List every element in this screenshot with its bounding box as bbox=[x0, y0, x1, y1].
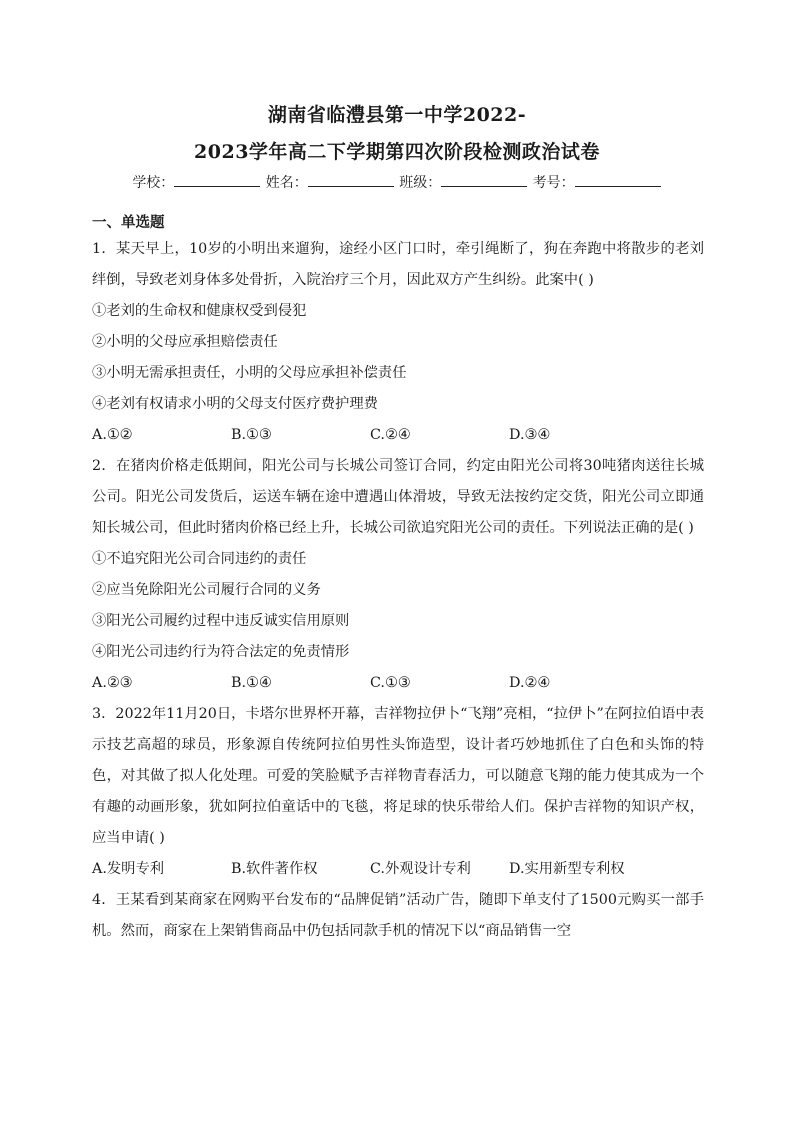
exam-number-label: 考号： bbox=[532, 175, 575, 191]
student-info-row bbox=[0, 172, 794, 192]
class-label: 班级： bbox=[399, 175, 442, 191]
question-1-choice-d: D.③④ bbox=[509, 427, 551, 443]
question-1-choice-b: B.①③ bbox=[231, 427, 272, 443]
exam-title-line1: 湖南省临澧县第一中学2022- bbox=[267, 104, 527, 126]
question-2-choice-b: B.①④ bbox=[231, 675, 272, 691]
question-2-choice-c: C.①③ bbox=[370, 675, 411, 691]
question-2-stem: 2．在猪肉价格走低期间，阳光公司与长城公司签订合同，约定由阳光公司将30吨猪肉送往长城公司。阳光公司发货后，运送车辆在途中遭遇山体滑坡，导致无法按约定交货，阳光公司立即通知长城公司，但此时猪肉价格已经上升，长城公司欲追究阳光公司的责任。下列说法正确的是( ) bbox=[92, 458, 704, 536]
question-1-statement-2: ②小明的父母应承担赔偿责任 bbox=[92, 334, 278, 350]
question-1-statement-3: ③小明无需承担责任，小明的父母应承担补偿责任 bbox=[92, 365, 407, 381]
school-label: 学校： bbox=[132, 175, 175, 191]
question-1-choices bbox=[92, 420, 704, 451]
section-heading: 一、单选题 bbox=[92, 214, 165, 231]
question-3-stem: 3．2022年11月20日，卡塔尔世界杯开幕，吉祥物拉伊卜“飞翔”亮相，“拉伊卜”在阿拉伯语中表示技艺高超的球员，形象源自传统阿拉伯男性头饰造型，设计者巧妙地抓住了白色和头饰的特色，对其做了拟人化处理。可爱的笑脸赋予吉祥物青春活力，可以随意飞翔的能力使其成为一个有趣的动画形象，犹如阿拉伯童话中的飞毯，将足球的快乐带给人们。保护吉祥物的知识产权，应当申请( ) bbox=[92, 706, 704, 846]
question-1-choice-c: C.②④ bbox=[370, 427, 411, 443]
school-blank bbox=[174, 174, 260, 187]
question-3-choice-a: A.发明专利 bbox=[92, 861, 165, 877]
name-label: 姓名： bbox=[265, 175, 308, 191]
question-2-choices bbox=[92, 668, 704, 699]
question-1-choice-a: A.①② bbox=[92, 427, 133, 443]
class-blank bbox=[441, 174, 527, 187]
question-3-choice-b: B.软件著作权 bbox=[231, 861, 318, 877]
question-1-statement-1: ①老刘的生命权和健康权受到侵犯 bbox=[92, 303, 307, 319]
question-2-statement-2: ②应当免除阳光公司履行合同的义务 bbox=[92, 582, 321, 598]
question-3-choice-c: C.外观设计专利 bbox=[370, 861, 471, 877]
question-2-statement-1: ①不追究阳光公司合同违约的责任 bbox=[92, 551, 307, 567]
question-2-choice-a: A.②③ bbox=[92, 675, 133, 691]
question-2-statement-4: ④阳光公司违约行为符合法定的免责情形 bbox=[92, 644, 350, 660]
question-1-statement-4: ④老刘有权请求小明的父母支付医疗费护理费 bbox=[92, 396, 378, 412]
question-area bbox=[92, 212, 704, 947]
question-2-choice-d: D.②④ bbox=[509, 675, 551, 691]
question-3-choices bbox=[92, 854, 704, 885]
question-3-choice-d: D.实用新型专利权 bbox=[509, 861, 625, 877]
exam-title-line2: 2023学年高二下学期第四次阶段检测政治试卷 bbox=[194, 141, 600, 163]
name-blank bbox=[308, 174, 394, 187]
question-4-stem: 4．王某看到某商家在网购平台发布的“品牌促销”活动广告，随即下单支付了1500元购买一部手机。然而，商家在上架销售商品中仍包括同款手机的情况下以“商品销售一空 bbox=[92, 892, 704, 939]
question-1-stem: 1．某天早上，10岁的小明出来遛狗，途经小区门口时，牵引绳断了，狗在奔跑中将散步的老刘绊倒，导致老刘身体多处骨折，入院治疗三个月，因此双方产生纠纷。此案中( ) bbox=[92, 241, 704, 288]
exam-number-blank bbox=[575, 174, 661, 187]
question-2-statement-3: ③阳光公司履约过程中违反诚实信用原则 bbox=[92, 613, 350, 629]
